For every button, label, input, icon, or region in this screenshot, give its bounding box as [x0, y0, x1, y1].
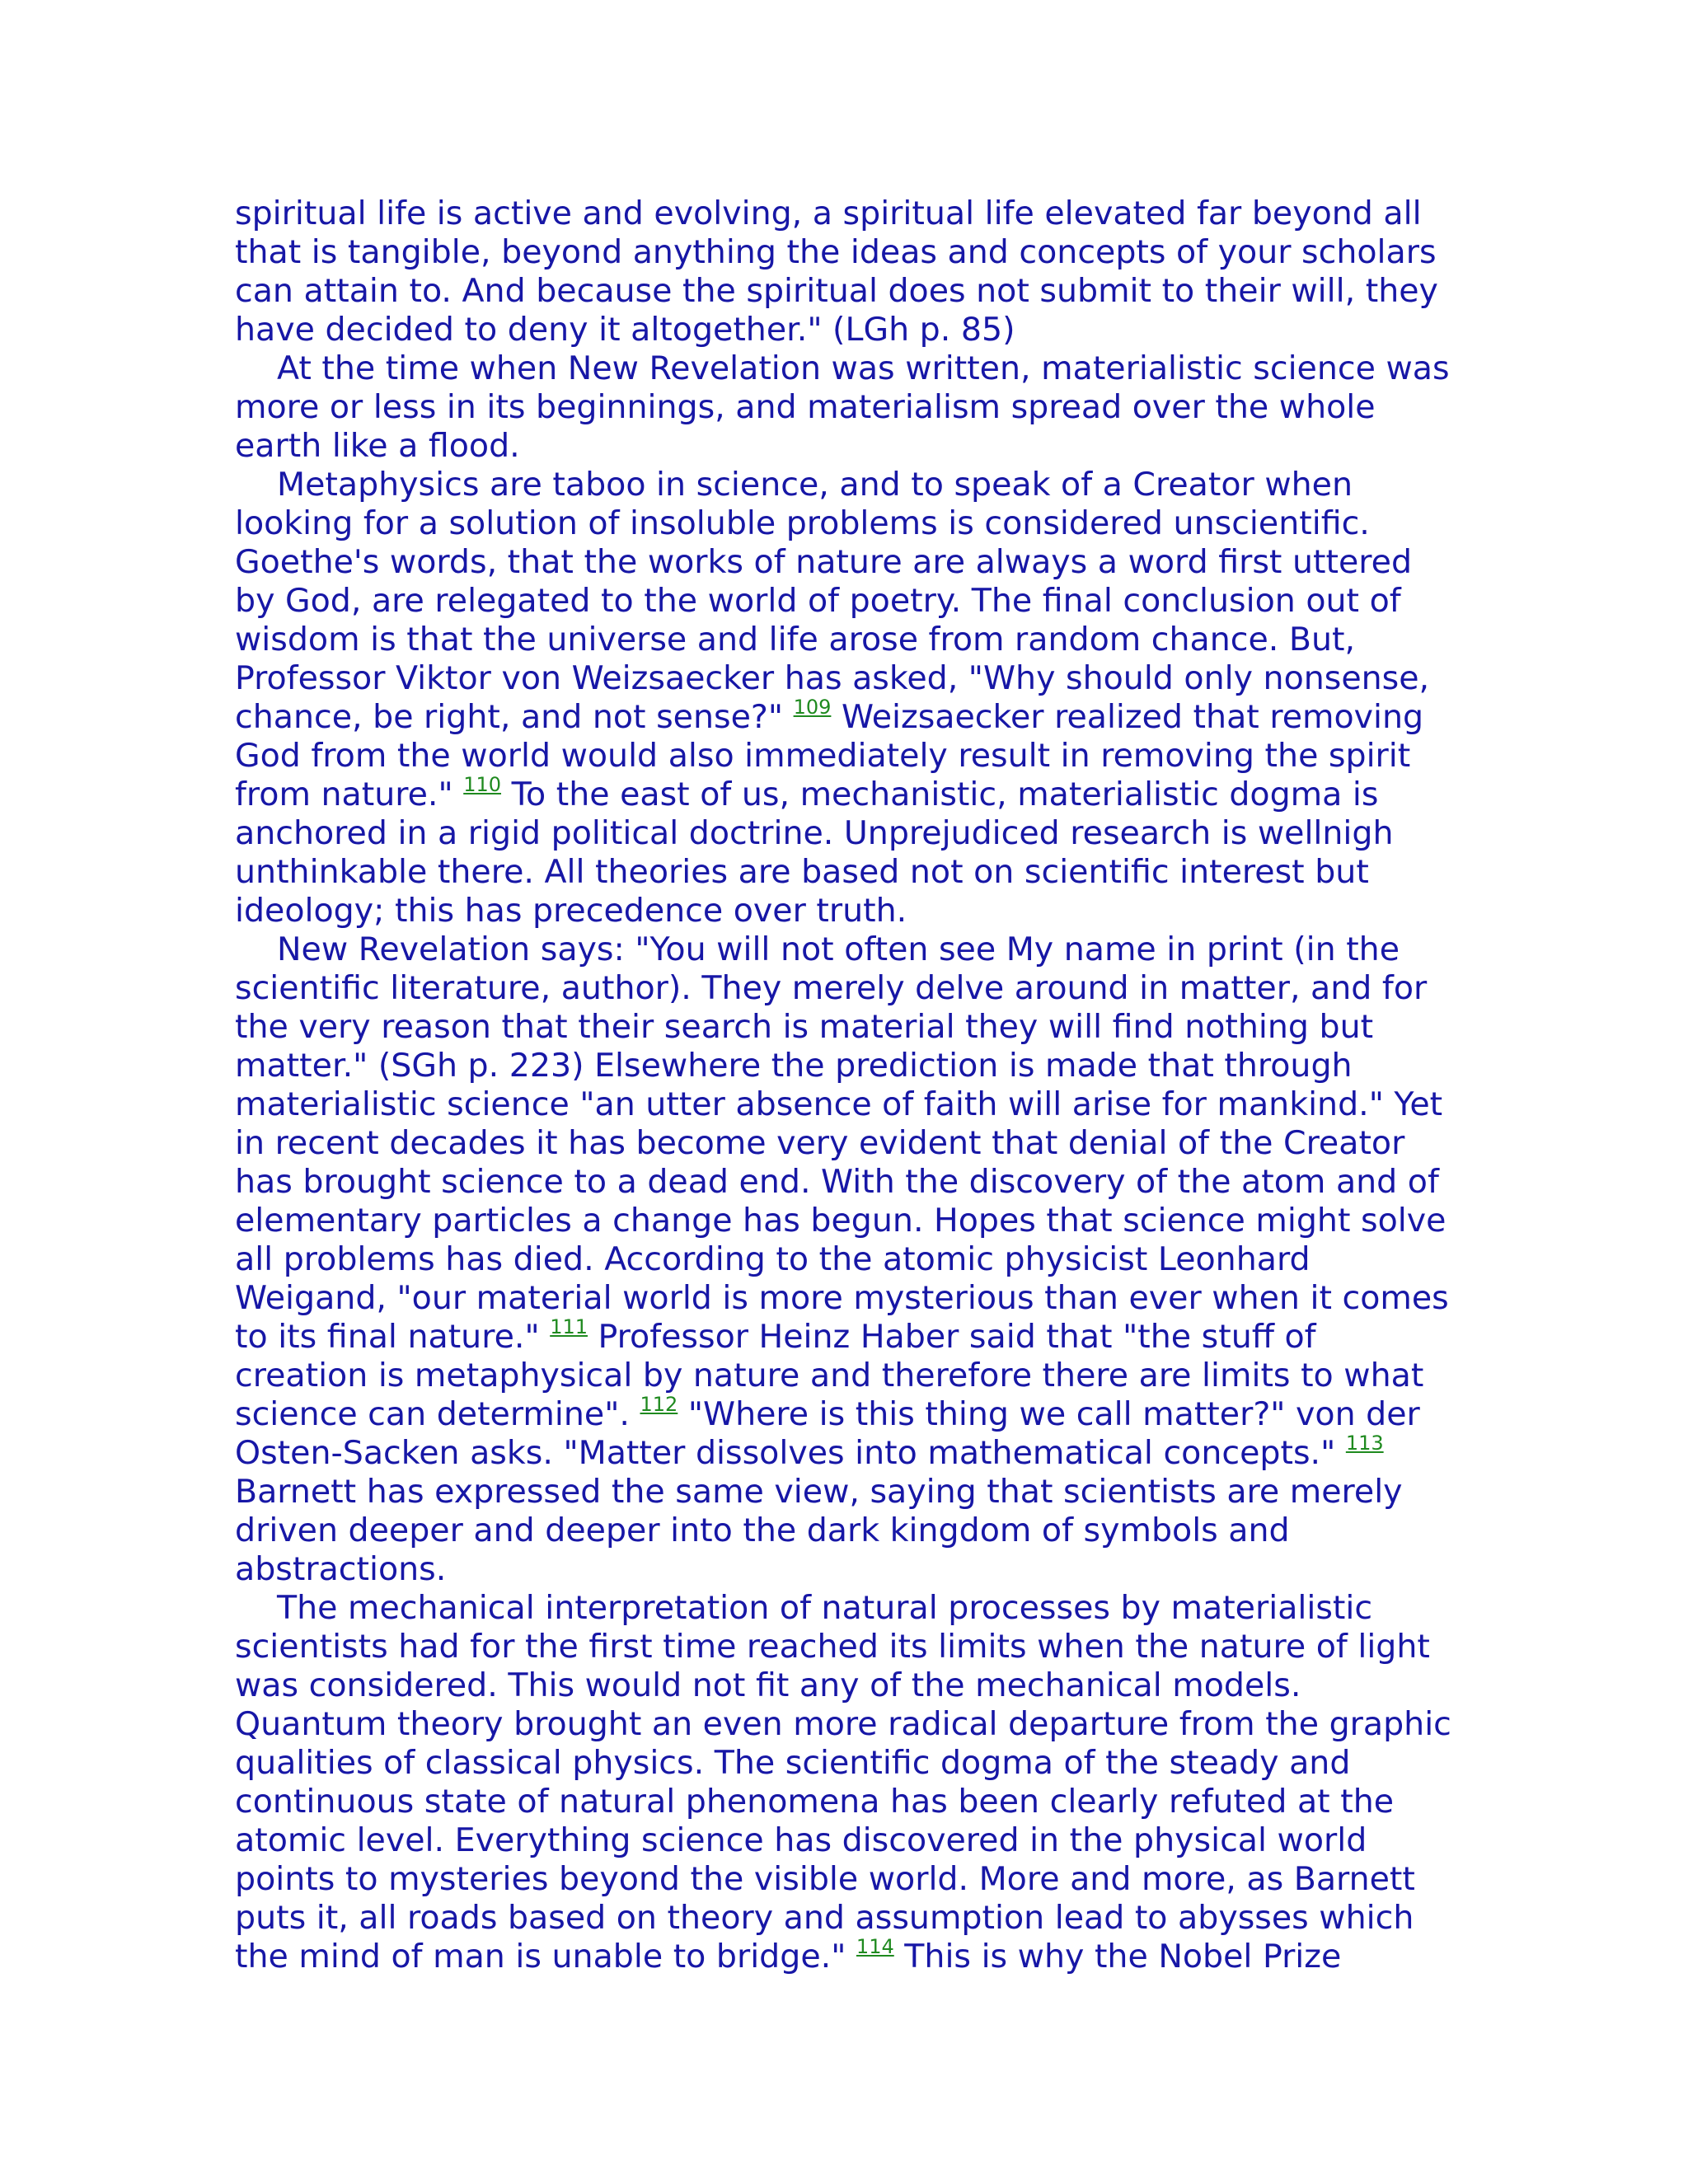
- paragraph-text: Weizsaecker realized that removing God from the world would also immediately result in removing the spirit from nature.": [235, 698, 1424, 813]
- paragraph-text: At the time when New Revelation was written, materialistic science was more or less in its beginnings, and materialism spread over the whole earth like a flood.: [235, 349, 1450, 465]
- footnote-link-110[interactable]: 110: [463, 773, 502, 796]
- footnote-link-109[interactable]: 109: [793, 696, 832, 719]
- paragraph-text: "Where is this thing we call matter?" von der Osten-Sacken asks. "Matter dissolves into mathematical concepts.": [235, 1395, 1420, 1472]
- paragraph-text: This is why the Nobel Prize: [893, 1938, 1342, 1975]
- paragraph-1: [235, 194, 1455, 349]
- paragraph-text: Professor Heinz Haber said that "the stuff of creation is metaphysical by nature and therefore there are limits to what science can determine".: [235, 1318, 1424, 1433]
- paragraph-text: To the east of us, mechanistic, materialistic dogma is anchored in a rigid political doctrine. Unprejudiced research is wellnigh unthinkable there. All theories are based not on scientific interest but ideology; this has precedence over truth.: [235, 776, 1394, 930]
- paragraph-text: The mechanical interpretation of natural processes by materialistic scientists had for the first time reached its limits when the nature of light was considered. This would not fit any of the mechanical models. Quantum theory brought an even more radical departure from the graphic qualities of classical physics. The scientific dogma of the steady and continuous state of natural phenomena has been clearly refuted at the atomic level. Everything science has discovered in the physical world points to mysteries beyond the visible world. More and more, as Barnett puts it, all roads based on theory and assumption lead to abysses which the mind of man is unable to bridge.": [235, 1589, 1451, 1975]
- paragraph-text: spiritual life is active and evolving, a spiritual life elevated far beyond all that is tangible, beyond anything the ideas and concepts of your scholars can attain to. And because the spiritual does not submit to their will, they have decided to deny it altogether." (LGh p. 85): [235, 194, 1438, 349]
- paragraph-text: Metaphysics are taboo in science, and to speak of a Creator when looking for a solution of insoluble problems is considered unscientific. Goethe's words, that the works of nature are always a word first uttered by God, are relegated to the world of poetry. The final conclusion out of wisdom is that the universe and life arose from random chance. But, Professor Viktor von Weizsaecker has asked, "Why should only nonsense, chance, be right, and not sense?": [235, 466, 1430, 736]
- document-page: [235, 194, 1455, 1976]
- footnote-link-114[interactable]: 114: [856, 1935, 894, 1958]
- paragraph-3: [235, 466, 1455, 930]
- footnote-link-111[interactable]: 111: [550, 1315, 588, 1338]
- paragraph-4: [235, 930, 1455, 1589]
- paragraph-text: Barnett has expressed the same view, saying that scientists are merely driven deeper and deeper into the dark kingdom of symbols and abstractions.: [235, 1473, 1403, 1588]
- footnote-link-113[interactable]: 113: [1345, 1432, 1384, 1455]
- paragraph-5: [235, 1589, 1455, 1976]
- footnote-link-112[interactable]: 112: [640, 1393, 678, 1416]
- paragraph-2: [235, 349, 1455, 466]
- paragraph-text: New Revelation says: "You will not often see My name in print (in the scientific literature, author). They merely delve around in matter, and for the very reason that their search is material they will find nothing but matter." (SGh p. 223) Elsewhere the prediction is made that through materialistic science "an utter absence of faith will arise for mankind." Yet in recent decades it has become very evident that denial of the Creator has brought science to a dead end. With the discovery of the atom and of elementary particles a change has begun. Hopes that science might solve all problems has died. According to the atomic physicist Leonhard Weigand, "our material world is more mysterious than ever when it comes to its final nature.": [235, 930, 1449, 1356]
